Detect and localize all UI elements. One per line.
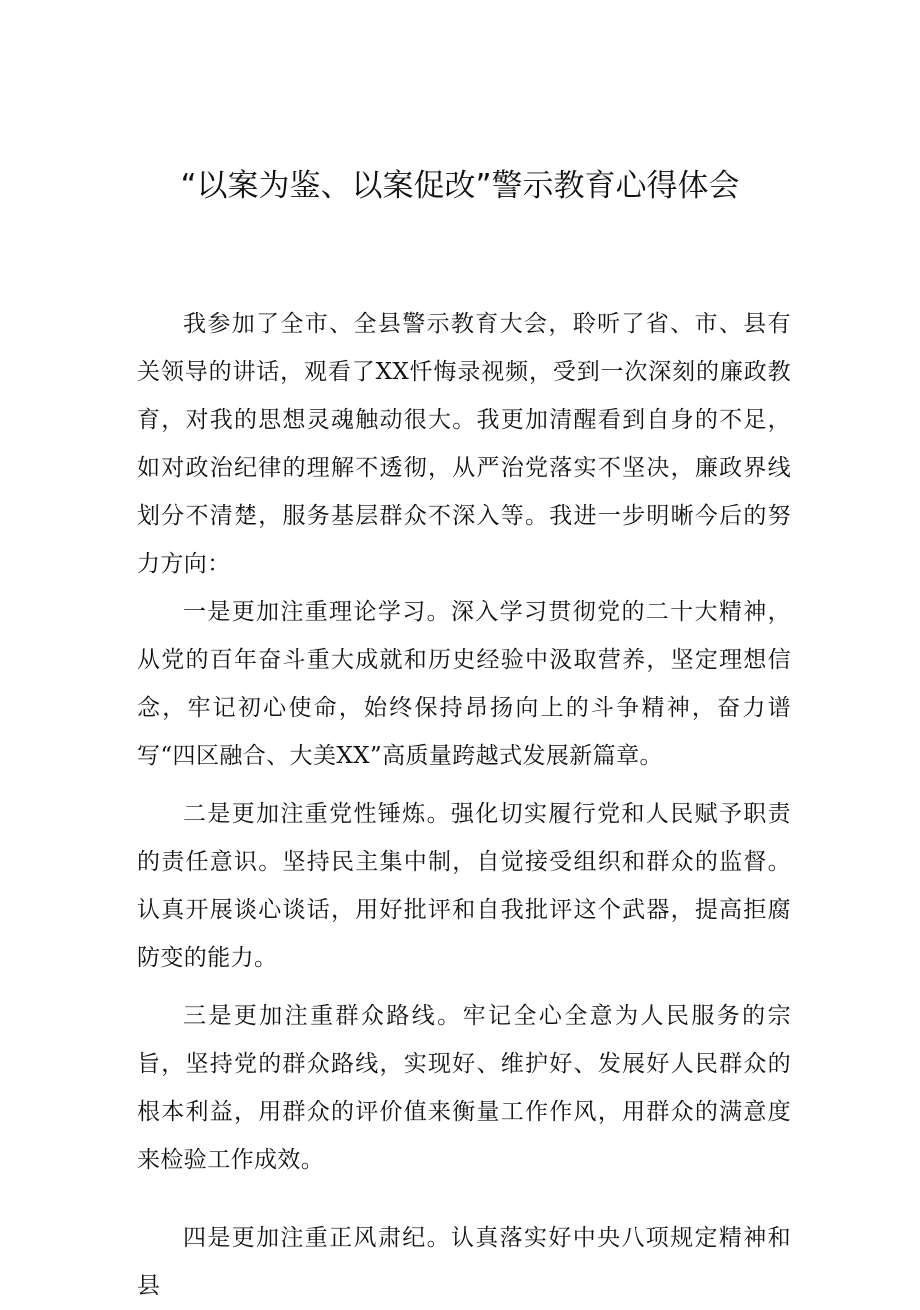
paragraph-theory-study: 一是更加注重理论学习。深入学习贯彻党的二十大精神，从党的百年奋斗重大成就和历史经验中汲取营养，坚定理想信念，牢记初心使命，始终保持昂扬向上的斗争精神，奋力谱写“四区融合、大美XX”高质量跨越式发展新篇章。 [137,599,791,769]
paragraph-intro: 我参加了全市、全县警示教育大会，聆听了省、市、县有关领导的讲话，观看了XX忏悔录视频，受到一次深刻的廉政教育，对我的思想灵魂触动很大。我更加清醒看到自身的不足，如对政治纪律的理解不透彻，从严治党落实不坚决，廉政界线划分不清楚，服务基层群众不深入等。我进一步明晰今后的努力方向： [137,311,791,577]
document-title: “以案为鉴、以案促改”警示教育心得体会 [180,168,740,204]
paragraph-party-spirit: 二是更加注重党性锤炼。强化切实履行党和人民赋予职责的责任意识。坚持民主集中制，自觉接受组织和群众的监督。认真开展谈心谈话，用好批评和自我批评这个武器，提高拒腐防变的能力。 [137,801,791,971]
document-body [137,300,791,1310]
paragraph-mass-line: 三是更加注重群众路线。牢记全心全意为人民服务的宗旨，坚持党的群众路线，实现好、维护好、发展好人民群众的根本利益，用群众的评价值来衡量工作作风，用群众的满意度来检验工作成效。 [137,1003,791,1173]
paragraph-discipline: 四是更加注重正风肃纪。认真落实好中央八项规定精神和县 [137,1225,791,1299]
